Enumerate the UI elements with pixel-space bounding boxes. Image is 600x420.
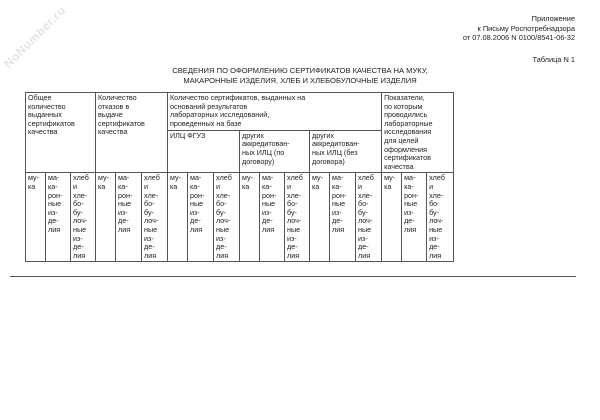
header-indicators: Показатели, по которым проводились лабораторные исследования для целей оформления сертификатов качества	[382, 93, 454, 173]
certificates-table	[25, 92, 454, 262]
subheader-flour: му- ка	[310, 173, 330, 262]
header-issued: Количество сертификатов, выданных на оснований результатов лабораторных исследований, проведенных на базе	[168, 93, 382, 131]
subheader-flour: му- ка	[96, 173, 116, 262]
subheader-bread: хлеб и хле- бо- бу- лоч- ные из- де- лия	[71, 173, 96, 262]
table-number: Таблица N 1	[532, 55, 575, 64]
subheader-pasta: ма- ка- рон- ные из- де- лия	[188, 173, 214, 262]
divider-line	[10, 276, 576, 277]
document-title	[0, 66, 600, 85]
subheader-bread: хлеб и хле- бо- бу- лоч- ные из- де- лия	[214, 173, 240, 262]
watermark: NoNumber.ru	[0, 3, 69, 71]
subheader-flour: му- ка	[26, 173, 46, 262]
subheader-pasta: ма- ка- рон- ные из- де- лия	[46, 173, 71, 262]
subheader-pasta: ма- ка- рон- ные из- де- лия	[116, 173, 142, 262]
subheader-pasta: ма- ка- рон- ные из- де- лия	[402, 173, 427, 262]
subheader-flour: му- ка	[382, 173, 402, 262]
header-refusals: Количество отказов в выдаче сертификатов качества	[96, 93, 168, 173]
appendix-line: Приложение	[531, 14, 575, 23]
subheader-flour: му- ка	[168, 173, 188, 262]
subheader-flour: му- ка	[240, 173, 260, 262]
subheader-pasta: ма- ка- рон- ные из- де- лия	[330, 173, 356, 262]
header-total: Общее количество выданных сертификатов качества	[26, 93, 96, 173]
subheader-bread: хлеб и хле- бо- бу- лоч- ные из- де- лия	[427, 173, 454, 262]
title-line: МАКАРОННЫЕ ИЗДЕЛИЯ, ХЛЕБ И ХЛЕБОБУЛОЧНЫЕ ИЗДЕЛИЯ	[183, 75, 417, 85]
subheader-bread: хлеб и хле- бо- бу- лоч- ные из- де- лия	[356, 173, 382, 262]
appendix-note	[463, 14, 575, 43]
title-line: СВЕДЕНИЯ ПО ОФОРМЛЕНИЮ СЕРТИФИКАТОВ КАЧЕСТВА НА МУКУ,	[172, 66, 428, 75]
subheader-pasta: ма- ка- рон- ные из- де- лия	[260, 173, 285, 262]
subheader-bread: хлеб и хле- бо- бу- лоч- ные из- де- лия	[142, 173, 168, 262]
header-other-nocontract: других аккредитован- ных ИЛЦ (без договора)	[310, 130, 382, 173]
header-other-contract: других аккредитован- ных ИЛЦ (по договору)	[240, 130, 310, 173]
appendix-line: к Письму Роспотребнадзора	[477, 23, 575, 33]
header-ilc-fguz: ИЛЦ ФГУЗ	[168, 130, 240, 173]
subheader-bread: хлеб и хле- бо- бу- лоч- ные из- де- лия	[285, 173, 310, 262]
appendix-line: от 07.08.2006 N 0100/8541-06-32	[462, 33, 575, 42]
